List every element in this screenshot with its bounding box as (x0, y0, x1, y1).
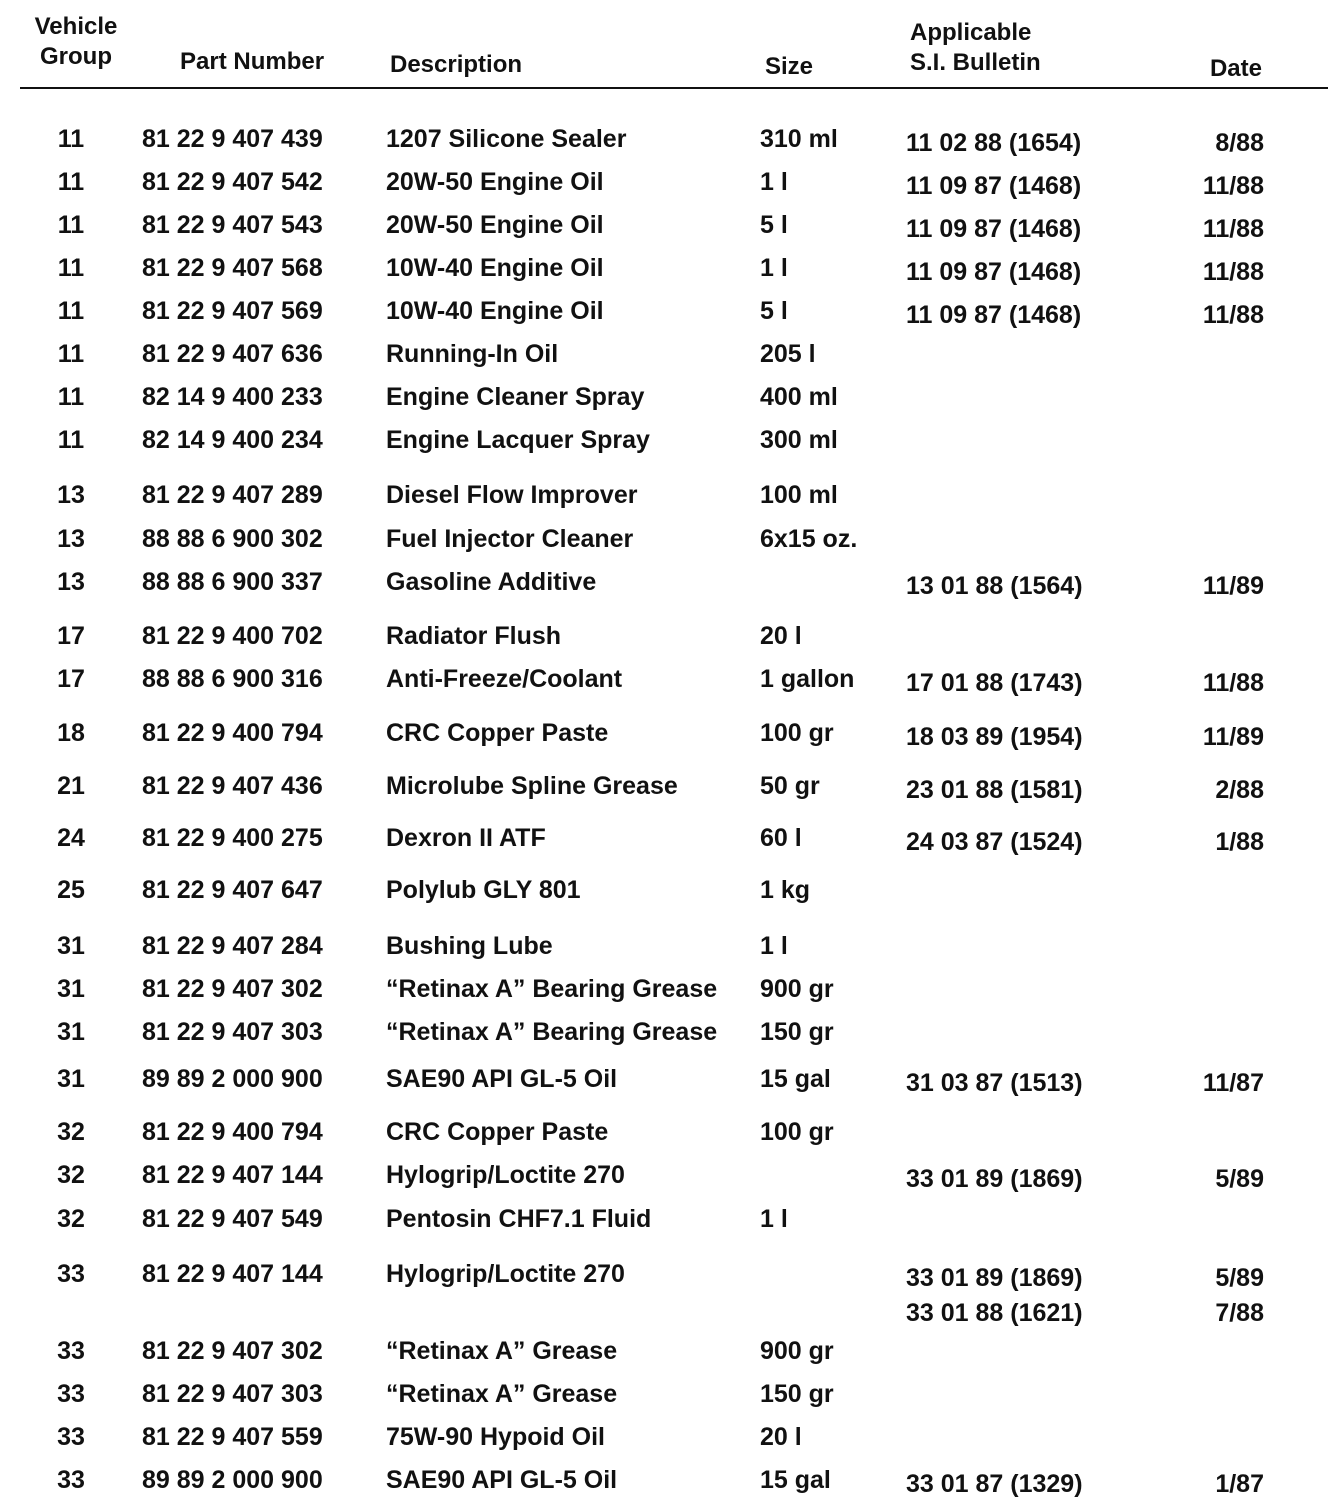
cell-size: 15 gal (760, 1466, 831, 1494)
cell-description: 75W-90 Hypoid Oil (386, 1423, 605, 1451)
cell-description: Pentosin CHF7.1 Fluid (386, 1205, 652, 1233)
cell-part-number: 81 22 9 407 303 (142, 1380, 323, 1408)
cell-description: 1207 Silicone Sealer (386, 125, 627, 153)
cell-size: 1 gallon (760, 665, 855, 693)
table-row (0, 167, 1344, 200)
table-row (0, 1204, 1344, 1234)
cell-part-number: 81 22 9 407 636 (142, 340, 323, 368)
extra-bulletin-line (0, 1298, 1344, 1328)
cell-bulletin: 23 01 88 (1581) (906, 776, 1083, 804)
extra-date: 7/88 (1215, 1299, 1264, 1327)
table-row (0, 210, 1344, 243)
cell-description: CRC Copper Paste (386, 1118, 609, 1146)
cell-date: 11/89 (1202, 723, 1264, 751)
cell-size: 100 ml (760, 481, 838, 509)
cell-part-number: 82 14 9 400 234 (142, 426, 323, 454)
cell-group: 13 (57, 568, 85, 596)
table-row (0, 524, 1344, 554)
table-row (0, 1117, 1344, 1147)
cell-description: Microlube Spline Grease (386, 772, 678, 800)
table-row (0, 567, 1344, 600)
cell-part-number: 81 22 9 407 568 (142, 254, 323, 282)
cell-date: 2/88 (1215, 776, 1264, 804)
cell-size: 20 l (760, 622, 802, 650)
cell-group: 25 (57, 876, 85, 904)
cell-group: 11 (57, 383, 85, 411)
cell-size: 5 l (760, 297, 788, 325)
cell-group: 11 (57, 426, 85, 454)
table-row (0, 425, 1344, 455)
cell-description: 20W-50 Engine Oil (386, 168, 604, 196)
cell-date: 11/89 (1202, 572, 1264, 600)
cell-description: “Retinax A” Grease (386, 1380, 618, 1408)
cell-bulletin: 13 01 88 (1564) (906, 572, 1083, 600)
cell-date: 8/88 (1215, 129, 1264, 157)
cell-group: 31 (57, 932, 85, 960)
table-row (0, 339, 1344, 369)
cell-part-number: 81 22 9 407 302 (142, 1337, 323, 1365)
cell-size: 100 gr (760, 1118, 834, 1146)
cell-description: Diesel Flow Improver (386, 481, 638, 509)
cell-group: 31 (57, 1065, 85, 1093)
cell-bulletin: 17 01 88 (1743) (906, 669, 1083, 697)
cell-group: 33 (57, 1423, 85, 1451)
cell-description: Fuel Injector Cleaner (386, 525, 634, 553)
cell-bulletin: 18 03 89 (1954) (906, 723, 1083, 751)
cell-description: Radiator Flush (386, 622, 562, 650)
cell-size: 50 gr (760, 772, 820, 800)
cell-part-number: 88 88 6 900 316 (142, 665, 323, 693)
cell-size: 150 gr (760, 1380, 834, 1408)
cell-group: 13 (57, 481, 85, 509)
table-row (0, 621, 1344, 651)
cell-part-number: 81 22 9 407 549 (142, 1205, 323, 1233)
table-row (0, 1017, 1344, 1047)
cell-group: 11 (57, 254, 85, 282)
cell-size: 1 l (760, 254, 788, 282)
cell-part-number: 81 22 9 400 702 (142, 622, 323, 650)
header-bulletin (910, 18, 1041, 78)
cell-part-number: 81 22 9 400 275 (142, 824, 323, 852)
cell-part-number: 81 22 9 407 559 (142, 1423, 323, 1451)
cell-description: Hylogrip/Loctite 270 (386, 1161, 625, 1189)
cell-description: Running-In Oil (386, 340, 559, 368)
header-size: Size (765, 53, 814, 80)
cell-bulletin: 11 09 87 (1468) (906, 215, 1082, 243)
header-vehicle-group-line2: Group (40, 43, 112, 70)
cell-part-number: 88 88 6 900 302 (142, 525, 323, 553)
header-date: Date (1209, 55, 1262, 82)
table-row (0, 1465, 1344, 1498)
cell-description: CRC Copper Paste (386, 719, 609, 747)
header-description: Description (390, 51, 523, 78)
cell-part-number: 81 22 9 400 794 (142, 719, 323, 747)
header-bulletin-line1: Applicable (910, 19, 1032, 46)
cell-group: 33 (57, 1380, 85, 1408)
cell-bulletin: 31 03 87 (1513) (906, 1069, 1083, 1097)
cell-part-number: 88 88 6 900 337 (142, 568, 323, 596)
cell-group: 33 (57, 1337, 85, 1365)
cell-date: 11/88 (1202, 669, 1264, 697)
cell-description: Bushing Lube (386, 932, 553, 960)
cell-size: 900 gr (760, 975, 834, 1003)
cell-bulletin: 11 09 87 (1468) (906, 172, 1082, 200)
cell-bulletin: 33 01 87 (1329) (906, 1470, 1083, 1498)
extra-bulletin: 33 01 88 (1621) (906, 1299, 1083, 1327)
cell-part-number: 81 22 9 407 569 (142, 297, 323, 325)
cell-description: Polylub GLY 801 (386, 876, 581, 904)
cell-group: 18 (57, 719, 85, 747)
cell-size: 20 l (760, 1423, 802, 1451)
cell-part-number: 81 22 9 407 144 (142, 1161, 323, 1189)
cell-description: Hylogrip/Loctite 270 (386, 1260, 625, 1288)
table-row (0, 1422, 1344, 1452)
cell-part-number: 81 22 9 407 284 (142, 932, 323, 960)
cell-size: 6x15 oz. (760, 525, 858, 553)
table-row (0, 1160, 1344, 1193)
cell-bulletin: 11 09 87 (1468) (906, 301, 1082, 329)
cell-group: 11 (57, 211, 85, 239)
cell-size: 205 l (760, 340, 816, 368)
table-row (0, 823, 1344, 856)
cell-group: 33 (57, 1260, 85, 1288)
table-row (0, 253, 1344, 286)
cell-size: 100 gr (760, 719, 834, 747)
cell-size: 5 l (760, 211, 788, 239)
cell-date: 11/88 (1202, 301, 1264, 329)
cell-description: Engine Cleaner Spray (386, 383, 645, 411)
cell-bulletin: 33 01 89 (1869) (906, 1165, 1083, 1193)
table-row (0, 664, 1344, 697)
table-row (0, 1064, 1344, 1097)
cell-group: 32 (57, 1205, 85, 1233)
cell-part-number: 81 22 9 407 302 (142, 975, 323, 1003)
cell-description: Gasoline Additive (386, 568, 597, 596)
cell-group: 11 (57, 168, 85, 196)
cell-size: 1 l (760, 1205, 788, 1233)
cell-size: 400 ml (760, 383, 838, 411)
cell-description: SAE90 API GL-5 Oil (386, 1466, 618, 1494)
cell-part-number: 81 22 9 407 439 (142, 125, 323, 153)
cell-size: 310 ml (760, 125, 838, 153)
cell-size: 1 kg (760, 876, 811, 904)
cell-date: 1/87 (1215, 1470, 1264, 1498)
cell-group: 32 (57, 1118, 85, 1146)
cell-size: 1 l (760, 168, 788, 196)
cell-part-number: 81 22 9 407 542 (142, 168, 323, 196)
cell-group: 33 (57, 1466, 85, 1494)
cell-group: 31 (57, 1018, 85, 1046)
cell-part-number: 82 14 9 400 233 (142, 383, 323, 411)
cell-group: 24 (57, 824, 85, 852)
cell-part-number: 81 22 9 400 794 (142, 1118, 323, 1146)
cell-part-number: 89 89 2 000 900 (142, 1065, 323, 1093)
cell-bulletin: 11 09 87 (1468) (906, 258, 1082, 286)
cell-date: 11/88 (1202, 172, 1264, 200)
cell-group: 11 (57, 297, 85, 325)
cell-description: 20W-50 Engine Oil (386, 211, 604, 239)
cell-date: 11/88 (1202, 258, 1264, 286)
table-row (0, 382, 1344, 412)
table-row (0, 296, 1344, 329)
table-row (0, 771, 1344, 804)
cell-size: 15 gal (760, 1065, 831, 1093)
cell-bulletin: 11 02 88 (1654) (906, 129, 1082, 157)
cell-date: 1/88 (1215, 828, 1264, 856)
table-row (0, 480, 1344, 510)
cell-group: 21 (57, 772, 85, 800)
cell-bulletin: 24 03 87 (1524) (906, 828, 1083, 856)
cell-group: 11 (57, 340, 85, 368)
cell-description: “Retinax A” Grease (386, 1337, 618, 1365)
cell-bulletin: 33 01 89 (1869) (906, 1264, 1083, 1292)
cell-description: SAE90 API GL-5 Oil (386, 1065, 618, 1093)
cell-description: “Retinax A” Bearing Grease (386, 975, 718, 1003)
cell-size: 150 gr (760, 1018, 834, 1046)
cell-group: 17 (57, 665, 85, 693)
cell-size: 1 l (760, 932, 788, 960)
cell-part-number: 81 22 9 407 647 (142, 876, 323, 904)
header-vehicle-group-line1: Vehicle (34, 13, 118, 40)
cell-group: 32 (57, 1161, 85, 1189)
cell-part-number: 81 22 9 407 303 (142, 1018, 323, 1046)
cell-size: 900 gr (760, 1337, 834, 1365)
cell-size: 300 ml (760, 426, 838, 454)
cell-description: 10W-40 Engine Oil (386, 254, 604, 282)
cell-description: Anti-Freeze/Coolant (386, 665, 623, 693)
cell-group: 17 (57, 622, 85, 650)
table-row (0, 931, 1344, 961)
table-row (0, 974, 1344, 1004)
cell-group: 11 (57, 125, 85, 153)
cell-part-number: 81 22 9 407 289 (142, 481, 323, 509)
cell-date: 5/89 (1215, 1165, 1264, 1193)
cell-date: 5/89 (1215, 1264, 1264, 1292)
cell-group: 13 (57, 525, 85, 553)
cell-description: “Retinax A” Bearing Grease (386, 1018, 718, 1046)
header-vehicle-group (30, 12, 122, 72)
table-row (0, 1336, 1344, 1366)
table-row (0, 875, 1344, 905)
cell-part-number: 89 89 2 000 900 (142, 1466, 323, 1494)
header-divider (20, 87, 1328, 89)
table-row (0, 718, 1344, 751)
cell-size: 60 l (760, 824, 802, 852)
table-row (0, 124, 1344, 157)
table-row (0, 1259, 1344, 1292)
cell-group: 31 (57, 975, 85, 1003)
cell-description: 10W-40 Engine Oil (386, 297, 604, 325)
cell-part-number: 81 22 9 407 543 (142, 211, 323, 239)
cell-date: 11/88 (1202, 215, 1264, 243)
cell-description: Engine Lacquer Spray (386, 426, 650, 454)
header-bulletin-line2: S.I. Bulletin (910, 49, 1041, 76)
cell-description: Dexron II ATF (386, 824, 546, 852)
cell-part-number: 81 22 9 407 436 (142, 772, 323, 800)
header-part-number: Part Number (180, 48, 325, 75)
table-row (0, 1379, 1344, 1409)
cell-part-number: 81 22 9 407 144 (142, 1260, 323, 1288)
cell-date: 11/87 (1202, 1069, 1264, 1097)
